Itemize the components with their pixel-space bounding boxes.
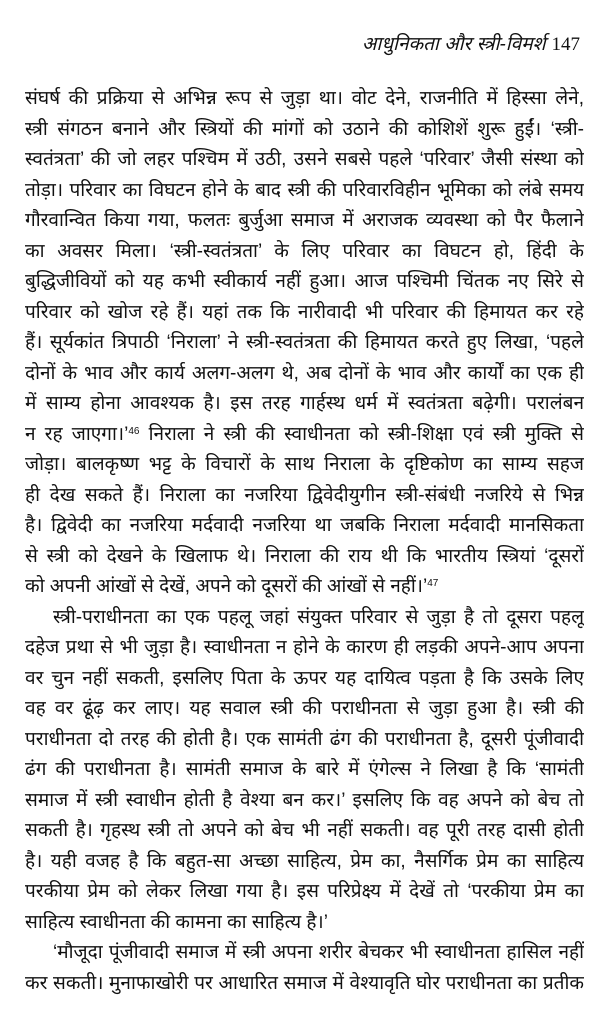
line-text: संघर्ष की प्रक्रिया से अभिन्न रूप से जुड़ा था। वोट देने, राजनीति में हिस्सा लेने, (25, 88, 584, 109)
text-line (25, 511, 584, 542)
text-line (25, 115, 584, 146)
line-text: जोड़ा। बालकृष्ण भट्ट के विचारों के साथ निराला के दृष्टिकोण का साम्य सहज (25, 454, 584, 475)
line-text: ही देख सकते हैं। निराला का नजरिया द्विवेदीयुगीन स्त्री-संबंधी नजरिये से भिन्न (25, 484, 584, 506)
line-text: को अपनी आंखों से देखें, अपने को दूसरों की आंखों से नहीं।’ (25, 576, 428, 597)
text-line (25, 420, 584, 451)
line-text: से स्त्री को देखने के खिलाफ थे। निराला की राय थी कि भारतीय स्त्रियां ‘दूसरों (25, 545, 584, 567)
text-line (25, 298, 584, 329)
line-text: साहित्य स्वाधीनता की कामना का साहित्य है।’ (25, 911, 328, 933)
text-line (25, 145, 584, 176)
line-text: हैं। सूर्यकांत त्रिपाठी ‘निराला’ ने स्त्री-स्वतंत्रता की हिमायत करते हुए लिखा, ‘पहले (25, 332, 584, 353)
page-number: 147 (551, 34, 580, 55)
text-line (25, 84, 584, 115)
text-line (25, 237, 584, 268)
text-line (25, 908, 584, 939)
text-line (25, 755, 584, 786)
line-text: दहेज प्रथा से भी जुड़ा है। स्वाधीनता न होने के कारण ही लड़की अपने-आप अपना (25, 637, 584, 658)
text-line (25, 481, 584, 512)
line-text: सकती है। गृहस्थ स्त्री तो अपने को बेच भी नहीं सकती। वह पूरी तरह दासी होती (25, 820, 584, 841)
text-line (25, 603, 584, 634)
line-text: समाज में स्त्री स्वाधीन होती है वेश्या बन कर।’ इसलिए कि वह अपने को बेच तो (25, 789, 584, 811)
text-line (25, 572, 584, 603)
line-text: परकीया प्रेम को लेकर लिखा गया है। इस परिप्रेक्ष्य में देखें तो ‘परकीया प्रेम का (25, 881, 584, 902)
text-line (25, 206, 584, 237)
text-line (25, 633, 584, 664)
line-text: वर चुन नहीं सकती, इसलिए पिता के ऊपर यह दायित्व पड़ता है कि उसके लिए (25, 667, 584, 689)
text-line (25, 176, 584, 207)
footnote-marker: 47 (427, 578, 439, 589)
line-text: न रह जाएगा।’ (25, 423, 129, 445)
line-text: स्वतंत्रता’ की जो लहर पश्चिम में उठी, उसने सबसे पहले ‘परिवार’ जैसी संस्था को (25, 149, 584, 170)
text-line (25, 389, 584, 420)
text-line (25, 328, 584, 359)
line-text-continued: निराला ने स्त्री की स्वाधीनता को स्त्री-शिक्षा एवं स्त्री मुक्ति से (139, 423, 584, 445)
line-text: गौरवान्वित किया गया, फलतः बुर्जुआ समाज में अराजक व्यवस्था को पैर फैलाने (25, 210, 584, 231)
text-line (25, 694, 584, 725)
line-text: का अवसर मिला। ‘स्त्री-स्वतंत्रता’ के लिए परिवार का विघटन हो, हिंदी के (25, 240, 584, 262)
line-text: स्त्री-पराधीनता का एक पहलू जहां संयुक्त परिवार से जुड़ा है तो दूसरा पहलू (53, 606, 584, 628)
text-line (25, 450, 584, 481)
running-header (362, 30, 580, 56)
line-text: है। यही वजह है कि बहुत-सा अच्छा साहित्य, प्रेम का, नैसर्गिक प्रेम का साहित्य (25, 850, 584, 872)
line-text: में साम्य होना आवश्यक है। इस तरह गार्हस्थ धर्म में स्वतंत्रता बढ़ेगी। परालंबन (25, 393, 584, 414)
line-text: परिवार को खोज रहे हैं। यहां तक कि नारीवादी भी परिवार की हिमायत कर रहे (25, 301, 584, 323)
line-text: तोड़ा। परिवार का विघटन होने के बाद स्त्री की परिवारविहीन भूमिका को लंबे समय (25, 179, 584, 201)
line-text: है। द्विवेदी का नजरिया मर्दवादी नजरिया था जबकि निराला मर्दवादी मानसिकता (25, 515, 584, 536)
line-text: दोनों के भाव और कार्य अलग-अलग थे, अब दोनों के भाव और कार्यों का एक ही (25, 362, 584, 384)
text-line (25, 267, 584, 298)
text-line (25, 359, 584, 390)
text-line (25, 877, 584, 908)
line-text: कर सकती। मुनाफाखोरी पर आधारित समाज में वेश्यावृति घोर पराधीनता का प्रतीक (25, 972, 584, 994)
text-line (25, 664, 584, 695)
line-text: बुद्धिजीवियों को यह कभी स्वीकार्य नहीं हुआ। आज पश्चिमी चिंतक नए सिरे से (25, 271, 584, 292)
chapter-title: आधुनिकता और स्त्री-विमर्श (361, 34, 546, 55)
text-line (25, 816, 584, 847)
text-line (25, 847, 584, 878)
text-line (25, 725, 584, 756)
line-text: ‘मौजूदा पूंजीवादी समाज में स्त्री अपना शरीर बेचकर भी स्वाधीनता हासिल नहीं (53, 942, 584, 963)
line-text: ढंग की पराधीनता है। सामंती समाज के बारे में एंगेल्स ने लिखा है कि ‘सामंती (25, 759, 584, 780)
line-text: वह वर ढूंढ़ कर लाए। यह सवाल स्त्री की पराधीनता से जुड़ा हुआ है। स्त्री की (25, 698, 584, 719)
text-line (25, 786, 584, 817)
text-line (25, 938, 584, 969)
text-line (25, 969, 584, 1000)
text-line (25, 542, 584, 573)
body-text (25, 84, 584, 999)
footnote-marker: 46 (128, 425, 140, 437)
line-text: स्त्री संगठन बनाने और स्त्रियों की मांगों को उठाने की कोशिशें शुरू हुईं। ‘स्त्री- (25, 118, 584, 140)
line-text: पराधीनता दो तरह की होती है। एक सामंती ढंग की पराधीनता है, दूसरी पूंजीवादी (25, 728, 584, 750)
